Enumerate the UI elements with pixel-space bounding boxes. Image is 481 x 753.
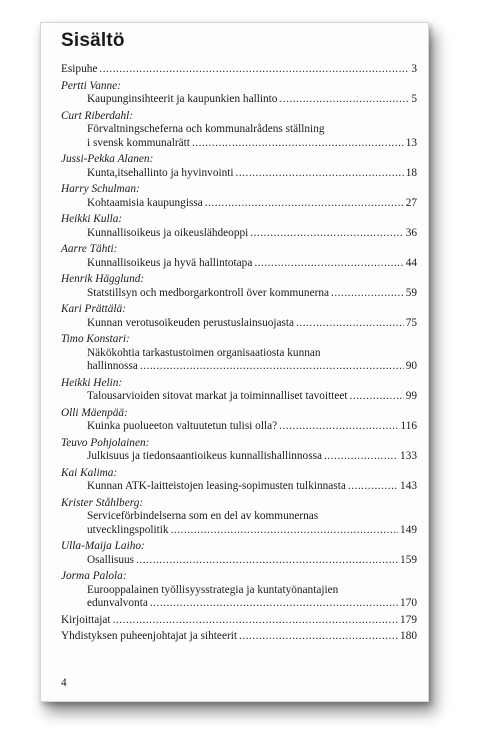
toc-author: Heikki Helin: [61, 376, 123, 389]
document-page [40, 22, 429, 702]
dot-leader [324, 450, 398, 464]
toc-author: Timo Konstari: [61, 333, 130, 345]
toc-title: Kirjoittajat [61, 613, 111, 626]
toc-page-number: 18 [405, 166, 417, 179]
dot-leader [99, 63, 409, 77]
toc-entry [61, 243, 417, 270]
toc-leader-line [61, 630, 417, 644]
toc-leader-line [61, 554, 417, 568]
toc-title: Talousarvioiden sitovat markat ja toiminnalliset tavoitteet [87, 390, 348, 402]
dot-leader [205, 197, 404, 211]
toc-page-number: 99 [405, 390, 417, 402]
toc-leader-line [61, 390, 417, 404]
toc-page-number: 3 [411, 63, 417, 75]
toc-entry [61, 273, 417, 300]
toc-page-number: 75 [405, 316, 417, 329]
toc-leader-line [61, 63, 417, 77]
toc-page-number: 180 [400, 630, 417, 642]
toc-entry [61, 540, 417, 567]
toc-leader-line [61, 614, 417, 628]
toc-leader-line [61, 93, 417, 107]
toc-leader-line [61, 450, 417, 464]
toc-title-line: Serviceförbindelserna som en del av kommunernas [87, 510, 319, 522]
dot-leader [254, 257, 403, 271]
toc-title: Kaupunginsihteerit ja kaupunkien hallinto [87, 93, 278, 105]
toc-entry [61, 407, 417, 434]
toc-entry [61, 213, 417, 240]
toc-leader-line [61, 480, 417, 494]
toc-page-number: 90 [405, 360, 417, 372]
dot-leader [350, 390, 404, 404]
toc-title: Esipuhe [61, 63, 98, 75]
dot-leader [192, 137, 404, 151]
toc-leader-line [61, 197, 417, 211]
toc-title: Kohtaamisia kaupungissa [87, 196, 203, 209]
toc-title-line: Förvaltningscheferna och kommunalrådens ställning [87, 123, 325, 135]
toc-leader-line [61, 597, 417, 611]
toc-entry [61, 110, 417, 151]
toc-entry [61, 467, 417, 494]
dot-leader [150, 597, 398, 611]
toc-entry [61, 377, 417, 404]
toc-title: hallinnossa [87, 360, 138, 372]
dot-leader [331, 287, 404, 301]
toc-page-number: 133 [400, 450, 417, 462]
toc-title: Kunnan verotusoikeuden perustuslainsuojasta [87, 316, 295, 329]
toc-leader-line [61, 227, 417, 241]
dot-leader [136, 554, 398, 568]
toc-author: Kari Prättälä: [61, 303, 126, 315]
toc-page-number: 13 [405, 136, 417, 149]
toc-author: Olli Mäenpää: [61, 406, 128, 419]
toc-entry [61, 63, 417, 77]
toc-content [61, 29, 417, 647]
toc-title: Osallisuus [87, 553, 135, 566]
toc-entry [61, 437, 417, 464]
toc-title: utvecklingspolitik [87, 523, 169, 536]
page-number: 4 [61, 677, 67, 689]
toc-title: edunvalvonta [87, 597, 148, 609]
toc-author: Jorma Palola: [61, 570, 127, 582]
toc-leader-line [61, 137, 417, 151]
toc-leader-line [61, 317, 417, 331]
toc-title: Kunnallisoikeus ja hyvä hallintotapa [87, 256, 253, 269]
toc-title-line: Näkökohtia tarkastustoimen organisaatiosta kunnan [87, 346, 321, 359]
dot-leader [140, 360, 404, 374]
toc-page-number: 5 [411, 93, 417, 105]
toc-author: Harry Schulman: [61, 183, 140, 195]
dot-leader [348, 480, 398, 494]
toc-page-number: 179 [400, 613, 417, 626]
toc-title: Yhdistyksen puheenjohtajat ja sihteerit [61, 630, 238, 642]
dot-leader [279, 93, 409, 107]
toc-entry [61, 614, 417, 628]
dot-leader [171, 524, 398, 538]
toc-page-number: 44 [405, 256, 417, 269]
toc-leader-line [61, 420, 417, 434]
toc-page-number: 27 [405, 196, 417, 209]
toc-entry [61, 183, 417, 210]
toc-title: Statstillsyn och medborgarkontroll över kommunerna [87, 286, 330, 299]
toc-author: Aarre Tähti: [61, 243, 118, 255]
toc-title: Kunnan ATK-laitteistojen leasing-sopimusten tulkinnasta [87, 480, 346, 492]
toc-leader-line [61, 167, 417, 181]
dot-leader [113, 614, 398, 628]
toc-author: Heikki Kulla: [61, 213, 123, 225]
toc-entry [61, 333, 417, 374]
toc-author: Kai Kalima: [61, 466, 118, 479]
toc-leader-line [61, 287, 417, 301]
toc-author: Pertti Vanne: [61, 79, 121, 92]
toc-title: Kuinka puolueeton valtuutetun tulisi olla? [87, 420, 278, 432]
toc-page-number: 36 [405, 226, 417, 239]
toc-author: Curt Riberdahl: [61, 109, 134, 122]
toc-title: Julkisuus ja tiedonsaantioikeus kunnallishallinnossa [87, 450, 323, 462]
toc-entry [61, 80, 417, 107]
toc-entry [61, 630, 417, 644]
toc-title: Kunnallisoikeus ja oikeuslähdeoppi [87, 226, 249, 239]
dot-leader [296, 317, 404, 331]
toc-entry [61, 570, 417, 611]
toc-leader-line [61, 257, 417, 271]
toc-author: Teuvo Pohjolainen: [61, 436, 150, 449]
toc-author: Ulla-Maija Laiho: [61, 540, 145, 552]
toc-title-line: Eurooppalainen työllisyysstrategia ja kuntatyönantajien [87, 583, 339, 596]
dot-leader [250, 227, 403, 241]
toc-author: Henrik Hägglund: [61, 273, 145, 285]
toc-page-number: 149 [400, 523, 417, 536]
toc-author: Krister Ståhlberg: [61, 496, 144, 509]
toc-page-number: 170 [400, 597, 417, 609]
dot-leader [279, 420, 398, 434]
dot-leader [239, 630, 398, 644]
toc-leader-line [61, 360, 417, 374]
dot-leader [236, 167, 404, 181]
toc-title: i svensk kommunalrätt [87, 136, 190, 149]
toc-author: Jussi-Pekka Alanen: [61, 153, 154, 165]
toc-list [61, 63, 417, 644]
toc-page-number: 116 [400, 420, 417, 432]
toc-entry [61, 497, 417, 538]
toc-entry [61, 303, 417, 330]
toc-page-number: 59 [405, 286, 417, 299]
toc-leader-line [61, 524, 417, 538]
page-title: Sisältö [61, 30, 125, 51]
toc-page-number: 159 [400, 553, 417, 566]
toc-entry [61, 153, 417, 180]
toc-title: Kunta,itsehallinto ja hyvinvointi [87, 166, 234, 179]
toc-page-number: 143 [400, 480, 417, 492]
